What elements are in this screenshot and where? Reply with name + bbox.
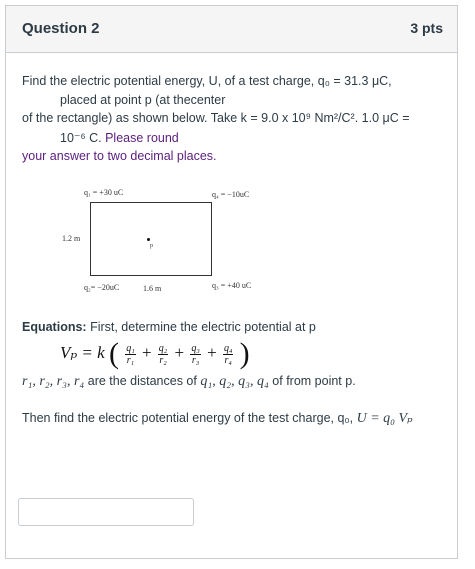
final-line [22, 410, 413, 427]
final-formula: U = q₀ Vₚ [356, 411, 413, 426]
height-label: 1.2 m [62, 234, 81, 243]
prompt-line-4-unit: 10⁻⁶ C. [60, 131, 106, 145]
point-p-label: p [150, 243, 153, 249]
equations-intro [22, 320, 316, 334]
term-3: $\frac{\text{q₃}}{\text{r₃}}$ [191, 342, 200, 366]
charge-vars: q₁, q₂, q₃, q₄ [200, 374, 269, 389]
prompt-line-4 [60, 130, 179, 145]
term-1: $\frac{\text{q₁}}{\text{r₁}}$ [126, 342, 135, 366]
distances-line [22, 374, 356, 390]
term-4: $\frac{\text{q₄}}{\text{r₄}}$ [223, 342, 233, 366]
prompt-round-note: Please round [105, 131, 179, 145]
distances-tail: of from point p. [272, 374, 356, 388]
left-paren: ( [108, 337, 119, 370]
prompt-line-5: your answer to two decimal places. [22, 149, 217, 163]
question-header [6, 6, 457, 53]
prompt-line-1: Find the electric potential energy, U, of a test charge, q₀ = 31.3 μC, [22, 74, 392, 88]
distances-text: are the distances of [87, 374, 197, 388]
equations-intro-text: First, determine the electric potential at p [86, 320, 316, 334]
charge-q3-label: q₃ = +40 uC [212, 281, 252, 290]
question-points: 3 pts [410, 20, 443, 36]
equations-label: Equations: [22, 320, 87, 334]
question-title: Question 2 [22, 20, 100, 37]
term-2: $\frac{\text{q₂}}{\text{r₂}}$ [158, 342, 168, 366]
answer-input[interactable] [18, 498, 194, 526]
charge-q1-label: q₁ = +30 uC [84, 188, 124, 197]
potential-formula: Vₚ = k ( $\frac{\text{q₁}}{\text{r₁}}$ + $\frac{\text{q₂}}{\text{r₂}}$ + $\frac{\text{q₃}}{\text{r₃}}$ + $\frac{\text{q₄}}{\text{r₄}}$ ) [60, 337, 250, 370]
width-label: 1.6 m [143, 284, 162, 293]
prompt-line-3: of the rectangle) as shown below. Take k = 9.0 x 10⁹ Nm²/C². 1.0 μC = [22, 111, 410, 125]
charge-q2-label: q₂= −20uC [84, 283, 120, 292]
point-p-dot [147, 238, 150, 241]
final-text: Then find the electric potential energy of the test charge, q₀, [22, 411, 354, 425]
distance-vars: r₁, r₂, r₃, r₄ [22, 374, 85, 389]
formula-lhs: Vₚ = k [60, 342, 105, 362]
right-paren: ) [239, 337, 250, 370]
prompt-line-2: placed at point p (at thecenter [60, 93, 226, 107]
charge-q4-label: q₄ = −10uC [212, 190, 250, 199]
rectangle [90, 202, 212, 276]
